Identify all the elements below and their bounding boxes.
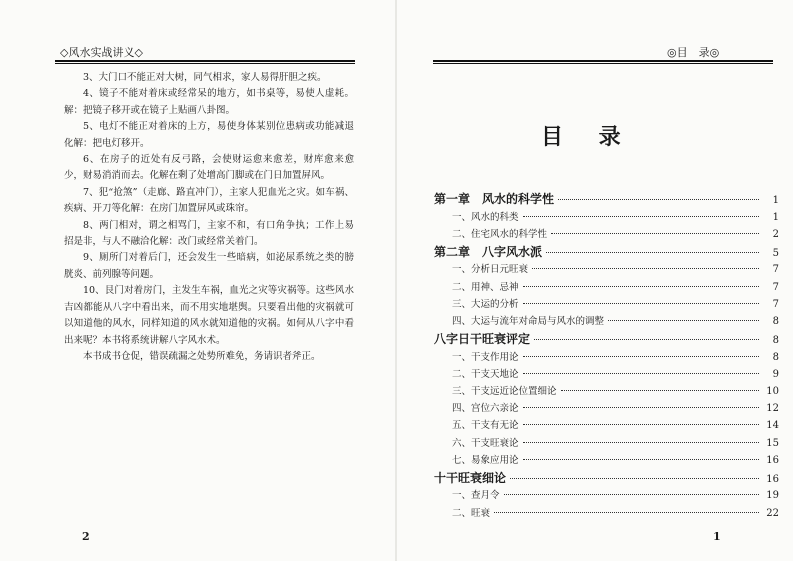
toc-dot-leader: [561, 390, 759, 391]
toc-entry-label: 三、干支远近论位置细论: [452, 386, 557, 397]
toc-entry-label: 一、干支作用论: [452, 351, 519, 363]
body-paragraph: 8、两门相对，谓之相骂门，主家不和，有口角争执；工作上易招是非，与人不融洽化解：改门或经常关着门。: [64, 219, 354, 248]
toc-dot-leader: [534, 339, 759, 340]
toc-page-number: 19: [766, 490, 779, 502]
toc-page-number: 7: [772, 264, 779, 276]
toc-page-number: 15: [766, 437, 779, 449]
toc-dot-leader: [523, 356, 759, 357]
toc-section-entry: [434, 226, 779, 243]
toc-page-number: 14: [766, 420, 779, 432]
toc-dot-leader: [523, 407, 759, 408]
toc-entry-label: 二、用神、忌神: [452, 281, 519, 293]
toc-page-number: 1: [772, 211, 779, 223]
toc-chapter-entry: [434, 243, 779, 262]
toc-title: 目 录: [541, 124, 635, 150]
running-head: ◎目 录◎: [667, 46, 720, 59]
toc-dot-leader: [523, 373, 759, 374]
toc-dot-leader: [523, 442, 759, 443]
toc-section-entry: [434, 209, 779, 226]
toc-page-number: 2: [772, 228, 779, 240]
body-paragraph: 10、艮门对着房门，主发生车祸，血光之灾等灾祸等。这些风水吉凶都能从八字中看出来，而不用实地堪舆。只要看出他的灾祸就可以知道他的风水，同样知道的风水就知道他的灾祸。如何从八字中看出来呢？本书将系统讲解八字风水术。: [64, 285, 354, 346]
toc-section-entry: [434, 313, 779, 330]
body-paragraph: 9、厕所门对着后门，还会发生一些暗病，如泌尿系统之类的膀胱炎、前列腺等问题。: [64, 252, 354, 280]
toc-section-entry: [434, 452, 779, 469]
toc-section-entry: [434, 435, 779, 452]
toc-chapter-entry: [434, 469, 779, 488]
toc-page-number: 16: [766, 473, 779, 485]
toc-page-number: 8: [772, 335, 779, 347]
toc-dot-leader: [494, 512, 759, 513]
toc-section-entry: [434, 349, 779, 366]
toc-dot-leader: [558, 199, 759, 200]
toc-entry-label: 三、大运的分析: [452, 298, 519, 310]
right-page: [397, 0, 793, 561]
toc-dot-leader: [546, 252, 759, 253]
toc-entry-label: 十干旺衰细论: [434, 470, 507, 485]
toc-chapter-entry: [434, 190, 779, 209]
toc-dot-leader: [523, 286, 759, 287]
body-paragraph: 3、大门口不能正对大树，同气相求，家人易得肝胆之疾。: [83, 72, 327, 83]
toc-entry-label: 七、易象应用论: [452, 454, 519, 466]
toc-entry-label: 一、分析日元旺衰: [452, 264, 529, 276]
toc-entry-label: 一、风水的科类: [452, 211, 519, 223]
toc-entry-label: 四、宫位六亲论: [452, 403, 519, 415]
left-page: [0, 0, 396, 561]
toc-page-number: 16: [766, 454, 779, 466]
body-paragraph: 4、镜子不能对着床或经常呆的地方，如书桌等，易使人虚耗。解：把镜子移开或在镜子上贴画八卦图。: [64, 88, 354, 116]
toc-entry-label: 二、旺衰: [452, 507, 491, 519]
table-of-contents: [434, 190, 779, 522]
toc-chapter-entry: [434, 330, 779, 349]
toc-entry-label: 一、查月令: [452, 490, 500, 502]
toc-dot-leader: [551, 233, 759, 234]
body-paragraph: 本书成书仓促，错误疏漏之处势所难免，务请识者斧正。: [83, 350, 321, 362]
toc-page-number: 7: [772, 281, 779, 293]
toc-dot-leader: [523, 216, 759, 217]
toc-page-number: 9: [772, 368, 779, 380]
toc-section-entry: [434, 279, 779, 296]
toc-section-entry: [434, 383, 779, 400]
toc-entry-label: 八字日干旺衰评定: [434, 332, 531, 347]
toc-page-number: 7: [772, 298, 779, 310]
toc-entry-label: 四、大运与流年对命局与风水的调整: [452, 315, 605, 327]
toc-page-number: 8: [772, 351, 779, 363]
toc-entry-label: 二、干支天地论: [452, 368, 519, 380]
toc-page-number: 5: [772, 247, 779, 259]
body-paragraph: 7、犯“抢煞”（走廊、路直冲门），主家人犯血光之灾。如车祸、疾病、开刀等化解：在房门加置屏风或珠帘。: [64, 186, 354, 215]
body-text: [64, 70, 354, 365]
toc-page-number: 12: [766, 403, 779, 415]
toc-entry-label: 二、住宅风水的科学性: [452, 228, 548, 240]
toc-dot-leader: [504, 494, 759, 495]
toc-page-number: 1: [772, 195, 779, 206]
toc-section-entry: [434, 400, 779, 417]
toc-section-entry: [434, 296, 779, 313]
toc-dot-leader: [608, 320, 759, 321]
toc-section-entry: [434, 261, 779, 278]
toc-dot-leader: [532, 268, 759, 269]
body-paragraph: 6、在房子的近处有反弓路，会使财运愈来愈差，财库愈来愈少，财易消消而去。化解在剩了处增高门脚或在门日加置屏风。: [64, 154, 354, 182]
toc-entry-label: 第一章 风水的科学性: [434, 192, 555, 206]
toc-page-number: 22: [766, 507, 779, 519]
toc-section-entry: [434, 487, 779, 504]
toc-entry-label: 第二章 八字风水派: [434, 244, 543, 259]
toc-section-entry: [434, 505, 779, 522]
toc-entry-label: 六、干支旺衰论: [452, 437, 519, 449]
toc-dot-leader: [523, 459, 759, 460]
page-number: 2: [82, 530, 90, 543]
header-rule: [433, 60, 773, 64]
toc-dot-leader: [523, 424, 759, 425]
page-number: 1: [713, 530, 721, 543]
toc-page-number: 10: [766, 386, 779, 397]
body-paragraph: 5、电灯不能正对着床的上方，易使身体某别位患病或功能减退化解：把电灯移开。: [64, 121, 354, 149]
toc-entry-label: 五、干支有无论: [452, 420, 519, 432]
toc-dot-leader: [510, 478, 759, 479]
toc-section-entry: [434, 417, 779, 434]
toc-page-number: 8: [772, 315, 779, 327]
header-rule: [55, 60, 355, 64]
toc-dot-leader: [523, 303, 759, 304]
running-head: ◇风水实战讲义◇: [60, 46, 143, 59]
toc-section-entry: [434, 366, 779, 383]
